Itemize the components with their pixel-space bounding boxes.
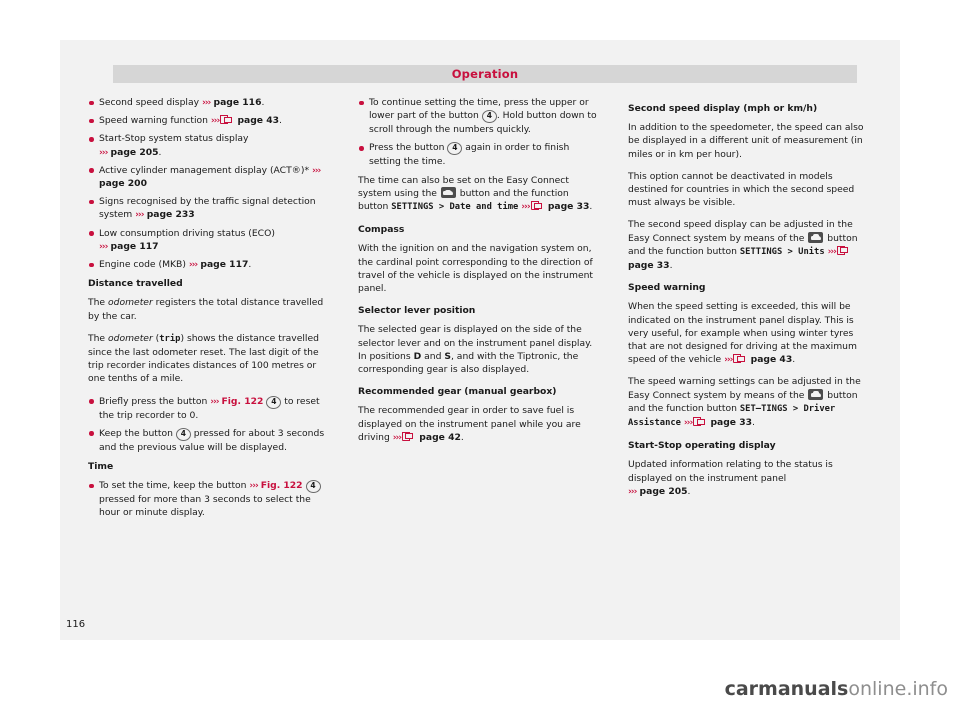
arrow-marker: ››› <box>135 209 144 221</box>
arrow-marker: ››› <box>724 354 733 366</box>
heading-compass: Compass <box>358 224 405 236</box>
list-item-finish-setting: Press the button 4 again in order to finish setting the time. <box>358 141 598 168</box>
page-header-bar <box>113 65 857 83</box>
button-4-icon: 4 <box>266 396 281 409</box>
heading-distance-travelled: Distance travelled <box>88 278 183 290</box>
arrow-marker: ››› <box>628 485 637 497</box>
heading-time: Time <box>88 461 114 473</box>
paragraph-easy-connect-time: The time can also be set on the Easy Connect system using the button and the function button SETTINGS > Date and time ››› page 33. <box>358 174 593 213</box>
car-button-icon <box>808 389 823 400</box>
heading-recommended-gear: Recommended gear (manual gearbox) <box>358 386 557 398</box>
paragraph-distance-trip: The odometer (trip) shows the distance travelled since the last odometer reset. The last digit of the trip recorder indicates distances of 100 metres or one tenths of a mile. <box>88 332 319 385</box>
list-item: Signs recognised by the traffic signal detection system ››› page 233 <box>88 195 328 221</box>
figure-reference: Fig. 122 <box>260 480 303 492</box>
paragraph-start-stop: Updated information relating to the status is displayed on the instrument panel ››› page 205. <box>628 459 833 497</box>
list-item: Active cylinder management display (ACT®)* ››› page 200 <box>88 164 328 190</box>
heading-selector-lever: Selector lever position <box>358 305 476 317</box>
button-4-icon: 4 <box>176 428 191 441</box>
book-icon <box>220 115 233 124</box>
list-item-hold-button: Keep the button 4 pressed for about 3 seconds and the previous value will be displayed. <box>88 427 328 454</box>
button-4-icon: 4 <box>447 142 462 155</box>
paragraph-compass: With the ignition on and the navigation system on, the cardinal point corresponding to the direction of travel of the vehicle is displayed on the instrument panel. <box>358 243 594 295</box>
column-left <box>88 96 328 525</box>
list-item-set-time: To set the time, keep the button ››› Fig. 122 4 pressed for more than 3 seconds to select the hour or minute display. <box>88 479 328 519</box>
column-middle <box>358 96 598 453</box>
arrow-marker: ››› <box>827 245 836 257</box>
paragraph-selector-lever: The selected gear is displayed on the side of the selector lever and on the instrument panel display. In positions D and S, and with the Tiptronic, the corresponding gear is also displayed. <box>358 324 593 376</box>
watermark <box>725 678 948 700</box>
paragraph-recommended-gear: The recommended gear in order to save fuel is displayed on the instrument panel while you are driving ››› page 42. <box>358 405 581 443</box>
paragraph-speed-3: The second speed display can be adjusted in the Easy Connect system by means of the button and the function button SETTINGS > Units ››› page 33. <box>628 219 858 272</box>
button-4-icon: 4 <box>482 110 497 123</box>
paragraph-distance-total: The odometer registers the total distance travelled by the car. <box>88 297 324 322</box>
list-item-reset-trip: Briefly press the button ››› Fig. 122 4 to reset the trip recorder to 0. <box>88 395 328 422</box>
watermark-prefix: carmanuals <box>724 678 849 700</box>
book-icon <box>837 246 850 255</box>
list-item: Speed warning function ››› page 43. <box>88 114 328 127</box>
column-right <box>628 96 868 507</box>
heading-speed-warning: Speed warning <box>628 282 706 294</box>
page-title: Operation <box>451 67 519 81</box>
page-number: 116 <box>66 619 86 630</box>
list-item: Second speed display ››› page 116. <box>88 96 328 109</box>
paragraph-speed-warning-1: When the speed setting is exceeded, this will be indicated on the instrument panel display. This is very useful, for example when using winter tyres that are not designed for driving at the maximum speed of the vehicle ››› page 43. <box>628 301 857 366</box>
list-item-continue-setting: To continue setting the time, press the upper or lower part of the button 4 . Hold button down to scroll through the numbers quickly. <box>358 96 598 136</box>
arrow-marker: ››› <box>99 240 108 252</box>
book-icon <box>402 432 415 441</box>
heading-start-stop-display: Start-Stop operating display <box>628 440 776 452</box>
figure-reference: Fig. 122 <box>221 395 264 407</box>
paragraph-speed-warning-2: The speed warning settings can be adjusted in the Easy Connect system by means of the button and the function button SET–TINGS > Driver Assistance ››› page 33. <box>628 376 861 429</box>
button-4-icon: 4 <box>306 480 321 493</box>
arrow-marker: ››› <box>521 201 530 213</box>
watermark-suffix: online.info <box>848 678 948 700</box>
book-icon <box>693 417 706 426</box>
arrow-marker: ››› <box>210 395 219 407</box>
arrow-marker: ››› <box>210 115 220 127</box>
car-button-icon <box>441 187 456 198</box>
arrow-marker: ››› <box>249 480 258 492</box>
arrow-marker: ››› <box>99 146 108 158</box>
paragraph-speed-2: This option cannot be deactivated in models destined for countries in which the second speed must always be visible. <box>628 170 855 209</box>
book-icon <box>733 354 746 363</box>
book-icon <box>531 201 544 210</box>
list-item: Low consumption driving status (ECO) ››› page 117 <box>88 227 328 253</box>
gear-position-d: D <box>413 350 422 362</box>
list-item: Engine code (MKB) ››› page 117. <box>88 258 328 271</box>
list-item: Start-Stop system status display ››› page 205. <box>88 132 328 158</box>
car-button-icon <box>808 232 823 243</box>
arrow-marker: ››› <box>201 97 211 108</box>
gear-position-s: S <box>444 350 451 362</box>
heading-second-speed-display: Second speed display (mph or km/h) <box>628 103 818 114</box>
arrow-marker: ››› <box>392 431 402 443</box>
paragraph-speed-1: In addition to the speedometer, the speed can also be displayed in a different unit of measurement (in miles or in km per hour). <box>628 122 864 160</box>
arrow-marker: ››› <box>311 164 321 176</box>
arrow-marker: ››› <box>683 417 693 429</box>
arrow-marker: ››› <box>188 259 198 271</box>
